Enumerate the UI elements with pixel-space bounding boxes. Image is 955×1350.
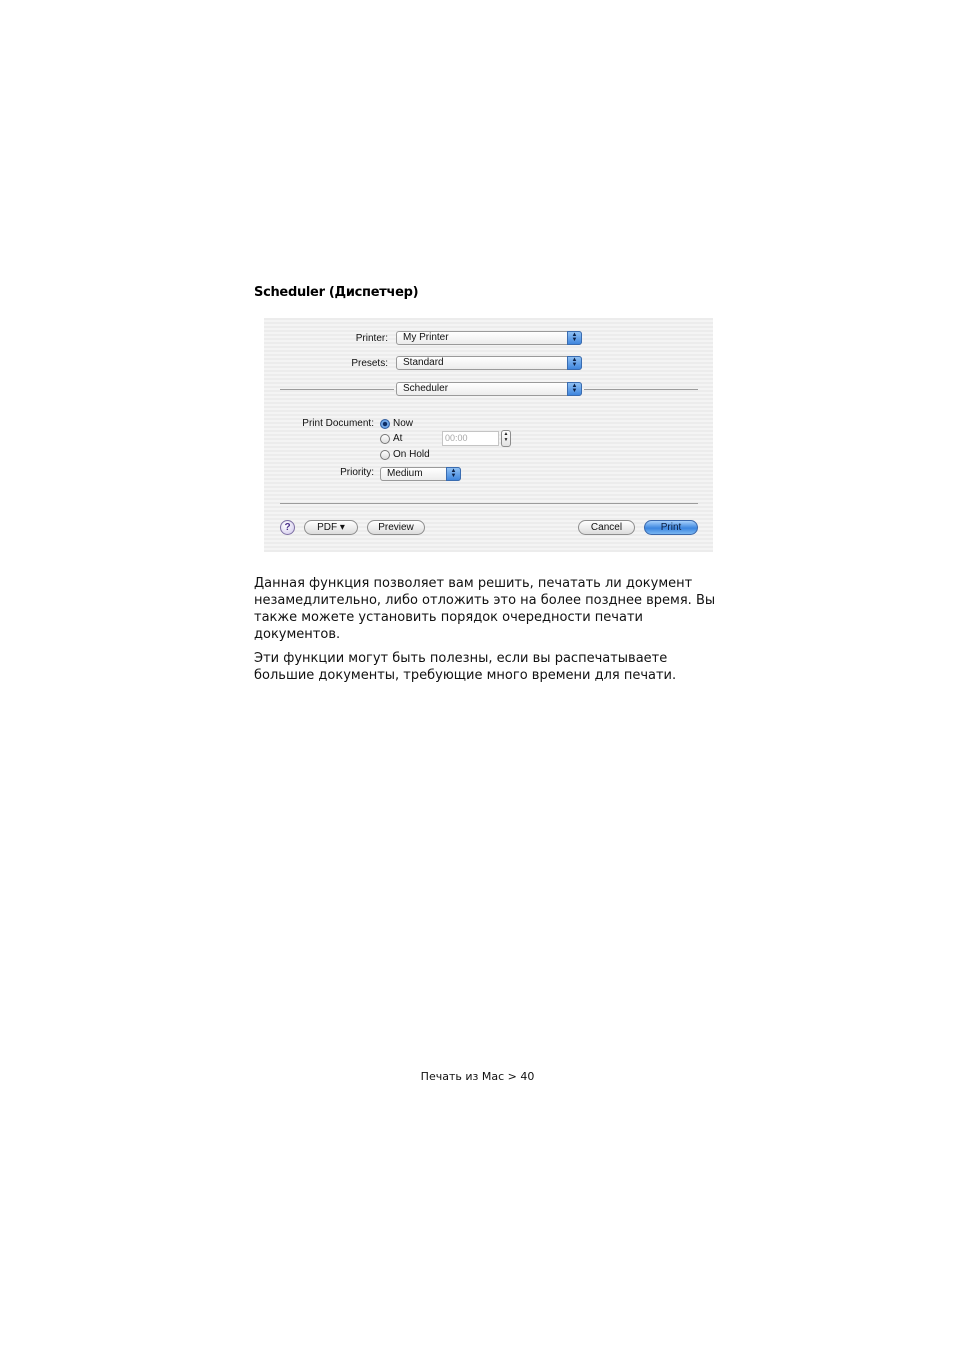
pdf-button[interactable]: PDF ▾: [304, 520, 358, 535]
presets-popup[interactable]: [396, 356, 582, 370]
radio-unselected-icon: [380, 450, 390, 460]
preview-button[interactable]: Preview: [367, 520, 425, 535]
section-heading: Scheduler (Диспетчер): [254, 285, 419, 300]
popup-arrows-icon: ▲ ▼: [567, 382, 582, 396]
time-field[interactable]: 00:00: [442, 431, 499, 446]
priority-popup[interactable]: [380, 467, 461, 481]
paragraph-description: Данная функция позволяет вам решить, печатать ли документ незамедлительно, либо отложить это на более позднее время. Вы также можете установить порядок очередности печати документов.: [254, 576, 716, 642]
printer-value: My Printer: [403, 332, 449, 343]
printer-label: Printer:: [355, 333, 388, 344]
presets-value: Standard: [403, 357, 444, 368]
print-document-label: Print Document:: [302, 418, 374, 429]
cancel-button[interactable]: Cancel: [578, 520, 635, 535]
help-button[interactable]: ?: [280, 520, 295, 535]
priority-label: Priority:: [340, 467, 374, 478]
popup-arrows-icon: ▲ ▼: [567, 356, 582, 370]
popup-arrows-icon: ▲ ▼: [446, 467, 461, 481]
print-dialog: [264, 318, 713, 552]
panel-divider-left: [280, 389, 394, 390]
priority-value: Medium: [387, 468, 423, 479]
popup-arrows-icon: ▲ ▼: [567, 331, 582, 345]
panel-value: Scheduler: [403, 383, 449, 394]
paragraph-note: Эти функции могут быть полезны, если вы распечатываете большие документы, требующие много времени для печати.: [254, 651, 677, 683]
radio-selected-icon: [380, 419, 390, 429]
panel-divider-right: [584, 389, 698, 390]
radio-unselected-icon: [380, 434, 390, 444]
radio-on-hold-label: On Hold: [393, 449, 430, 460]
radio-now-label: Now: [393, 418, 414, 429]
time-stepper[interactable]: ▲ ▼: [501, 430, 511, 447]
radio-on-hold[interactable]: [380, 448, 430, 461]
panel-popup[interactable]: [396, 382, 582, 396]
radio-now[interactable]: [380, 417, 413, 430]
printer-popup[interactable]: [396, 331, 582, 345]
presets-label: Presets:: [351, 358, 388, 369]
radio-at[interactable]: [380, 432, 402, 445]
print-button[interactable]: Print: [644, 520, 698, 535]
radio-at-label: At: [393, 433, 403, 444]
page-footer: Печать из Mac > 40: [420, 1070, 535, 1083]
bottom-divider: [280, 503, 698, 504]
